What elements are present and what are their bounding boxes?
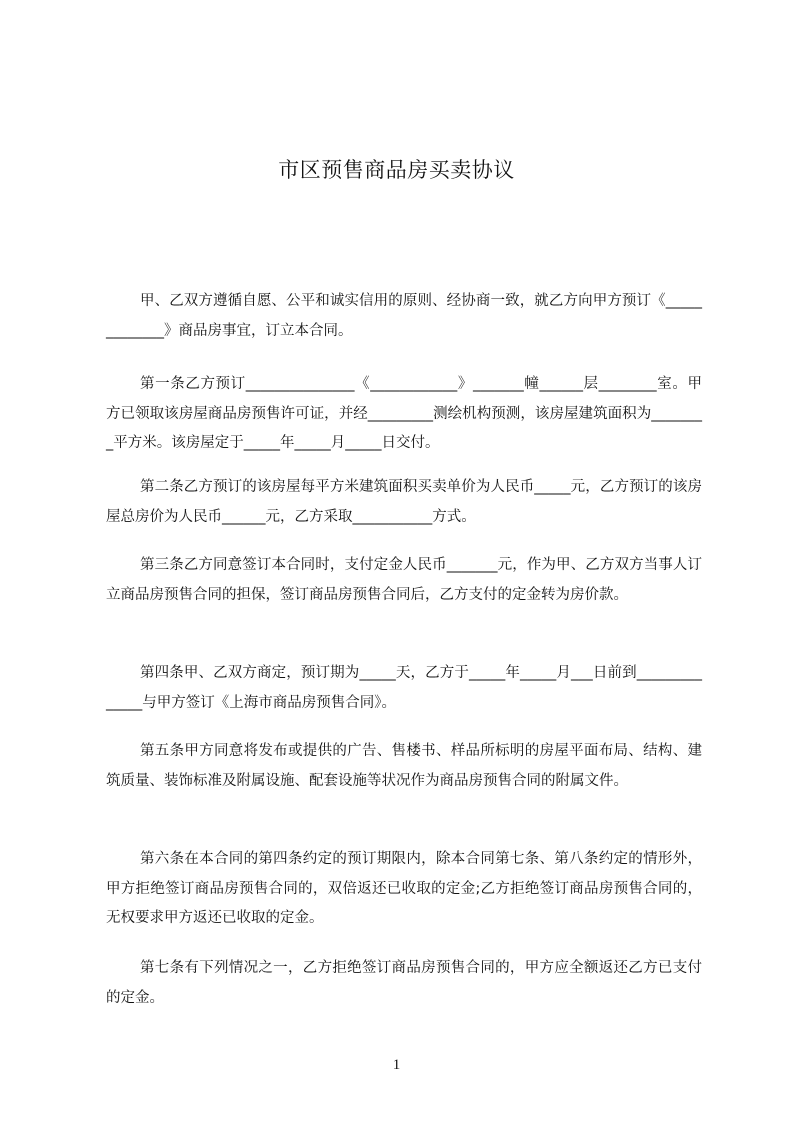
article-3-paragraph: 第三条乙方同意签订本合同时，支付定金人民币_______元，作为甲、乙方双方当事人订立商品房预售合同的担保，签订商品房预售合同后，乙方支付的定金转为房价款。 [106,557,702,603]
article-2-paragraph: 第二条乙方预订的该房屋每平方米建筑面积买卖单价为人民币_____元，乙方预订的该房屋总房价为人民币______元，乙方采取___________方式。 [106,479,702,525]
article-7-paragraph: 第七条有下列情况之一，乙方拒绝签订商品房预售合同的，甲方应全额返还乙方已支付的定金。 [106,960,702,1006]
preamble-paragraph: 甲、乙双方遵循自愿、公平和诚实信用的原则、经协商一致，就乙方向甲方预订《_____________》商品房事宜，订立本合同。 [106,293,702,339]
article-5-paragraph: 第五条甲方同意将发布或提供的广告、售楼书、样品所标明的房屋平面布局、结构、建筑质量、装饰标准及附属设施、配套设施等状况作为商品房预售合同的附属文件。 [106,743,702,789]
article-1-paragraph: 第一条乙方预订_______________《____________》_______幢______层________室。甲方已领取该房屋商品房预售许可证，并经_________测绘机构预测，该房屋建筑面积为________平方米。该房屋定于_____年_____月_____日交付。 [106,376,702,451]
page-number: 1 [392,1057,401,1073]
document-title: 市区预售商品房买卖协议 [278,158,515,183]
article-6-paragraph: 第六条在本合同的第四条约定的预订期限内，除本合同第七条、第八条约定的情形外，甲方拒绝签订商品房预售合同的，双倍返还已收取的定金;乙方拒绝签订商品房预售合同的，无权要求甲方返还已收取的定金。 [106,851,702,926]
article-4-paragraph: 第四条甲、乙双方商定，预订期为_____天，乙方于_____年_____月___日前到______________与甲方签订《上海市商品房预售合同》。 [106,665,702,711]
